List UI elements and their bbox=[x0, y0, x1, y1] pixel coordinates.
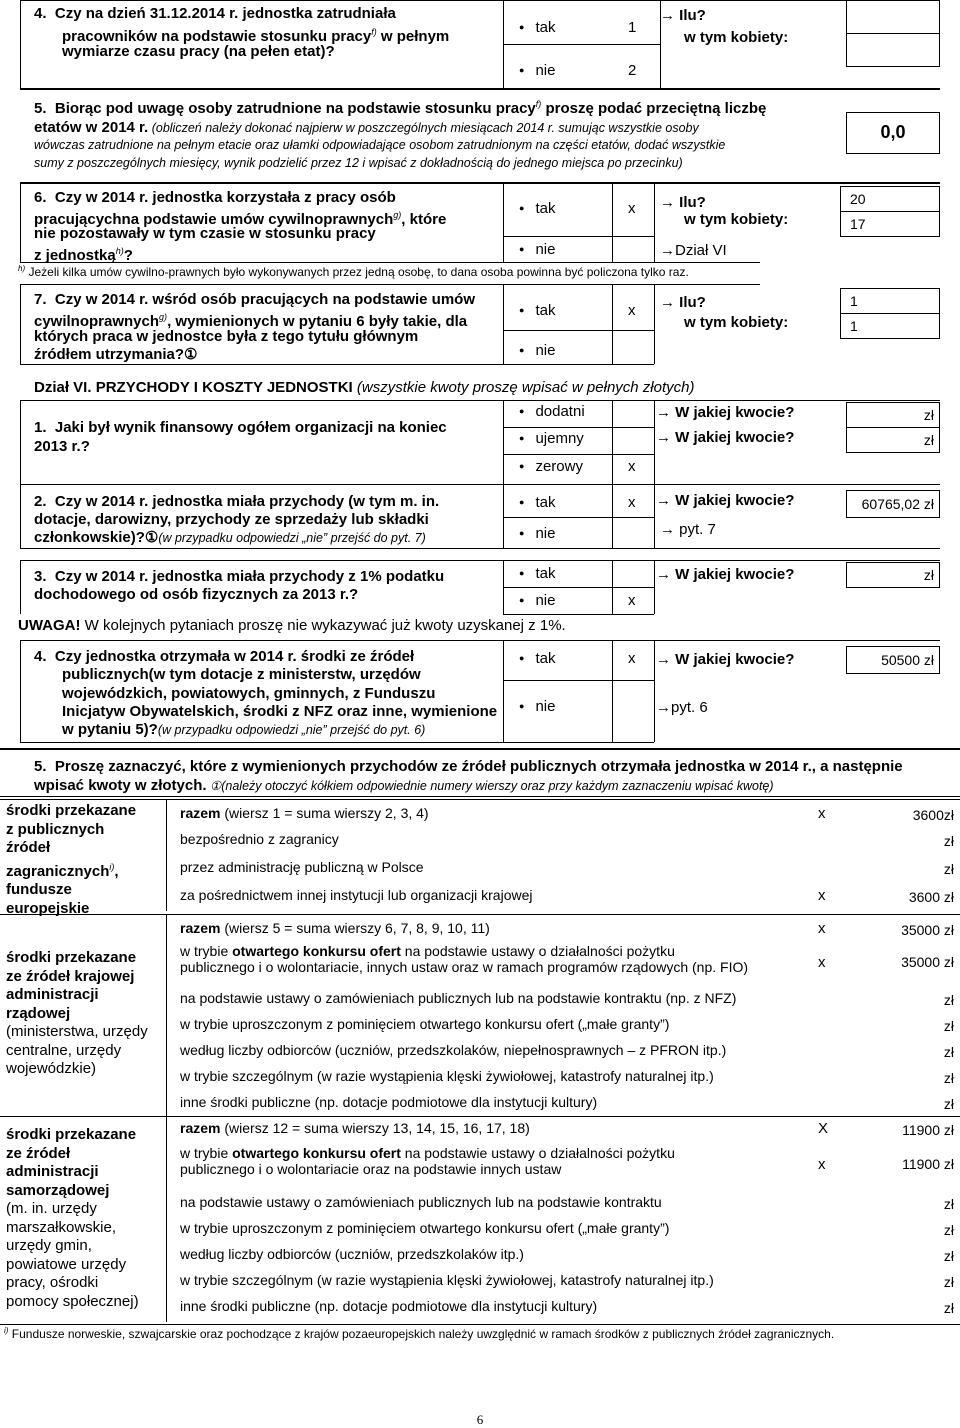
source-row-text: przez administrację publiczną w Polsce bbox=[180, 859, 424, 875]
q6-divider bbox=[654, 182, 655, 262]
q4-option-divider bbox=[503, 44, 660, 45]
s4-divider bbox=[612, 640, 613, 742]
s4-top-border bbox=[20, 640, 940, 641]
s3-left-border bbox=[20, 560, 21, 614]
q7-left-border bbox=[20, 284, 21, 364]
q6-option-divider bbox=[503, 236, 654, 237]
source-row-text-cont: publicznego i o wolontariacie, innych ustaw oraz w ramach programów rządowych (np. FIO) bbox=[180, 959, 749, 975]
s4-option-divider bbox=[503, 680, 654, 681]
s2-divider bbox=[503, 484, 504, 548]
group-label-border bbox=[166, 799, 167, 911]
source-row-text: w trybie szczególnym (w razie wystąpienia klęski żywiołowej, katastrofy naturalnej itp.) bbox=[180, 1272, 714, 1288]
q7-divider bbox=[503, 284, 504, 364]
q7-divider bbox=[612, 284, 613, 364]
page-number: 6 bbox=[476, 1412, 484, 1427]
source-row-label bbox=[180, 990, 736, 1006]
q7-yes-mark: x bbox=[628, 302, 636, 319]
q6-line4: z jednostką$^{h)}$? bbox=[34, 246, 133, 264]
source-row-label bbox=[180, 1220, 669, 1236]
s5-top-border bbox=[0, 748, 960, 750]
q7-line1: 7. Czy w 2014 r. wśród osób pracujących na podstawie umów bbox=[34, 291, 475, 308]
s1-line2: 2013 r.? bbox=[34, 438, 90, 455]
s1-divider bbox=[503, 400, 504, 484]
source-row-amount[interactable]: 35000 zł bbox=[901, 954, 954, 970]
source-row-amount[interactable]: 35000 zł bbox=[901, 922, 954, 938]
source-row-label bbox=[180, 1298, 597, 1314]
q7-line2: cywilnoprawnych$^{g)}$, wymienionych w pytaniu 6 były takie, dla bbox=[34, 312, 468, 330]
s1-option-zero[interactable]: ● zerowy bbox=[519, 458, 583, 475]
source-row-amount[interactable]: zł bbox=[943, 1300, 954, 1316]
s4-option-no[interactable]: ● nie bbox=[519, 698, 555, 715]
source-row[interactable] bbox=[170, 1190, 960, 1216]
s1-option-divider bbox=[503, 454, 654, 455]
source-row-label bbox=[180, 1120, 530, 1136]
s3-bottom-border bbox=[503, 614, 654, 615]
source-row-amount[interactable]: zł bbox=[943, 1196, 954, 1212]
source-row-label bbox=[180, 1016, 669, 1032]
s2-left-border bbox=[20, 484, 21, 548]
q7-option-divider bbox=[503, 330, 654, 331]
q6-footnote: $^{h)}$ Jeżeli kilka umów cywilno-prawnych było wykonywanych przez jedną osobę, to dana osoba powinna być policzona tylko raz. bbox=[18, 264, 689, 279]
source-row[interactable] bbox=[170, 855, 960, 883]
source-row-text: w trybie szczególnym (w razie wystąpienia klęski żywiołowej, katastrofy naturalnej itp.) bbox=[180, 1068, 714, 1084]
source-row-text: razem (wiersz 12 = suma wierszy 13, 14, 15, 16, 17, 18) bbox=[180, 1120, 530, 1136]
source-row-text: razem (wiersz 1 = suma wierszy 2, 3, 4) bbox=[180, 805, 429, 821]
s3-warning: UWAGA! W kolejnych pytaniach proszę nie wykazywać już kwoty uzyskanej z 1%. bbox=[18, 617, 566, 634]
source-row[interactable] bbox=[170, 942, 960, 986]
source-row-mark: X bbox=[818, 1120, 829, 1137]
q4-count-box[interactable] bbox=[846, 0, 940, 34]
source-row-amount[interactable]: zł bbox=[943, 1274, 954, 1290]
source-row[interactable] bbox=[170, 883, 960, 911]
source-row-amount[interactable]: 3600zł bbox=[912, 807, 954, 823]
q5-line1: 5. Biorąc pod uwagę osoby zatrudnione na podstawie stosunku pracy$^{f)}$ proszę podać przeciętną liczbę bbox=[34, 99, 767, 117]
q4-ask-count: → Ilu? bbox=[660, 7, 706, 24]
source-row-label bbox=[180, 859, 424, 875]
source-row[interactable] bbox=[170, 1064, 960, 1090]
source-row[interactable] bbox=[170, 801, 960, 825]
s5-header-bottom bbox=[0, 796, 960, 797]
source-row[interactable] bbox=[170, 1038, 960, 1064]
section-title: Dział VI. PRZYCHODY I KOSZTY JEDNOSTKI (wszystkie kwoty proszę wpisać w pełnych złotych) bbox=[34, 379, 695, 396]
q7-ask-women: w tym kobiety: bbox=[684, 314, 789, 331]
group-label-border bbox=[166, 1116, 167, 1322]
s1-ask-negative: → W jakiej kwocie? bbox=[656, 429, 795, 446]
source-row-text: w trybie otwartego konkursu ofert na podstawie ustawy o działalności pożytku bbox=[180, 1145, 675, 1161]
s1-currency-negative: zł bbox=[923, 432, 934, 448]
s5-line2: wpisać kwoty w złotych. ①(należy otoczyć kółkiem odpowiednie numery wierszy oraz przy każdym zaznaczeniu wpisać kwotę) bbox=[34, 777, 774, 794]
source-row-mark: x bbox=[818, 1156, 826, 1173]
source-row[interactable] bbox=[170, 1216, 960, 1242]
s3-line2: dochodowego od osób fizycznych za 2013 r.? bbox=[34, 586, 359, 603]
s4-line1: 4. Czy jednostka otrzymała w 2014 r. środki ze źródeł bbox=[34, 648, 415, 665]
source-row-text: inne środki publiczne (np. dotacje podmiotowe dla instytucji kultury) bbox=[180, 1298, 598, 1314]
s4-left-border bbox=[20, 640, 21, 742]
q6-divider bbox=[503, 182, 504, 262]
q5-value: 0,0 bbox=[880, 122, 906, 142]
s3-ask-amount: → W jakiej kwocie? bbox=[656, 566, 795, 583]
q7-option-yes[interactable]: ● tak bbox=[519, 302, 555, 319]
source-row-amount[interactable]: zł bbox=[943, 833, 954, 849]
s2-line1: 2. Czy w 2014 r. jednostka miała przychody (w tym m. in. bbox=[34, 493, 440, 510]
s2-option-no[interactable]: ● nie bbox=[519, 525, 555, 542]
s3-option-divider bbox=[503, 587, 654, 588]
q6-yes-mark: x bbox=[628, 200, 636, 217]
q7-line3: których praca w jednostce była z tego tytułu głównym bbox=[34, 328, 419, 345]
s1-top-border bbox=[20, 400, 940, 401]
source-row-label bbox=[180, 805, 429, 821]
source-row-amount[interactable]: zł bbox=[943, 992, 954, 1008]
source-row[interactable] bbox=[170, 1116, 960, 1144]
s4-line4: Inicjatyw Obywatelskich, środki z NFZ oraz inne, wymienione bbox=[62, 703, 498, 720]
s2-line2: dotacje, darowizny, przychody ze sprzedaży lub składki bbox=[34, 511, 429, 528]
source-row[interactable] bbox=[170, 1090, 960, 1116]
source-row-amount[interactable]: zł bbox=[943, 1222, 954, 1238]
s4-divider bbox=[654, 640, 655, 742]
q7-count: 1 bbox=[850, 293, 858, 309]
source-row-amount[interactable]: 11900 zł bbox=[902, 1122, 954, 1138]
q4-code-no: 2 bbox=[628, 62, 637, 79]
source-row[interactable] bbox=[170, 916, 960, 942]
group-divider bbox=[0, 914, 960, 915]
s2-option-divider bbox=[503, 517, 654, 518]
s1-left-border bbox=[20, 400, 21, 484]
source-row-label bbox=[180, 831, 339, 847]
s1-divider bbox=[612, 400, 613, 484]
q6-ask-count: → Ilu? bbox=[660, 194, 706, 211]
q6-line3: nie pozostawały w tym czasie w stosunku pracy bbox=[34, 225, 376, 242]
q4-line3: wymiarze czasu pracy (na pełen etat)? bbox=[62, 43, 335, 60]
s1-option-divider bbox=[503, 427, 654, 428]
source-row-mark: x bbox=[818, 954, 826, 971]
q7-line4: źródłem utrzymania?① bbox=[34, 346, 198, 363]
s3-divider bbox=[654, 560, 655, 614]
q7-divider bbox=[654, 284, 655, 364]
source-row[interactable] bbox=[170, 827, 960, 855]
source-row-label bbox=[180, 1246, 524, 1262]
s2-bottom-border bbox=[20, 548, 940, 549]
q6-ask-women: w tym kobiety: bbox=[684, 211, 789, 228]
source-row-amount[interactable]: zł bbox=[943, 1044, 954, 1060]
s2-divider bbox=[654, 484, 655, 548]
q7-top-border bbox=[20, 284, 760, 285]
s2-divider bbox=[612, 484, 613, 548]
q5-line3: wówczas zatrudnione na pełnym etacie oraz ułamki odpowiadające osobom zatrudnionym na części etatów, dodać wszystkie bbox=[34, 138, 726, 152]
q4-ask-women: w tym kobiety: bbox=[684, 29, 789, 46]
s4-line5: w pytaniu 5)?(w przypadku odpowiedzi „nie” przejść do pyt. 6) bbox=[62, 721, 426, 738]
s2-option-yes[interactable]: ● tak bbox=[519, 494, 555, 511]
source-row-label bbox=[180, 920, 490, 936]
source-row-text: za pośrednictwem innej instytucji lub organizacji krajowej bbox=[180, 887, 533, 903]
source-row-label bbox=[180, 1272, 714, 1288]
q6-line2: pracującychna podstawie umów cywilnoprawnych$^{g)}$, które bbox=[34, 210, 447, 228]
source-row[interactable] bbox=[170, 986, 960, 1012]
q7-bottom-border bbox=[20, 364, 654, 365]
q4-left-border bbox=[20, 0, 21, 88]
source-row-amount[interactable]: 11900 zł bbox=[902, 1156, 954, 1172]
s4-goto[interactable]: →pyt. 6 bbox=[656, 699, 708, 716]
source-row-amount[interactable]: zł bbox=[943, 1248, 954, 1264]
s5-line1: 5. Proszę zaznaczyć, które z wymienionych przychodów ze źródeł publicznych otrzymała jednostka w 2014 r., a następnie bbox=[34, 758, 903, 775]
source-row-text: na podstawie ustawy o zamówieniach publicznych lub na podstawie kontraktu (np. z NFZ) bbox=[180, 990, 737, 1006]
source-row-label bbox=[180, 1042, 726, 1058]
q4-women-box[interactable] bbox=[846, 33, 940, 67]
q4-option-yes[interactable]: ● tak bbox=[519, 19, 555, 36]
s3-option-no[interactable]: ● nie bbox=[519, 592, 555, 609]
s1-line1: 1. Jaki był wynik finansowy ogółem organizacji na koniec bbox=[34, 419, 447, 436]
q4-option-no[interactable]: ● nie bbox=[519, 62, 555, 79]
source-row[interactable] bbox=[170, 1294, 960, 1320]
source-row-amount[interactable]: 3600 zł bbox=[908, 889, 954, 905]
group-government-label: środki przekazane ze źródeł krajowej administracji rządowej (ministerstwa, urzędy centralne, urzędy wojewódzkie) bbox=[6, 949, 148, 1077]
source-row-mark: x bbox=[818, 805, 826, 822]
q6-top-border bbox=[20, 182, 940, 184]
source-row-label bbox=[180, 1094, 597, 1110]
q4-line2: pracowników na podstawie stosunku pracy$^{f)}$ w pełnym bbox=[62, 27, 450, 45]
q6-left-border bbox=[20, 182, 21, 262]
source-row-text: według liczby odbiorców (uczniów, przedszkolaków itp.) bbox=[180, 1246, 524, 1262]
s3-no-mark: x bbox=[628, 592, 636, 609]
source-row-label bbox=[180, 887, 533, 903]
s4-line3: wojewódzkich, powiatowych, gminnych, z Funduszu bbox=[62, 685, 436, 702]
s2-line3: członkowskie)?①(w przypadku odpowiedzi „nie” przejść do pyt. 7) bbox=[34, 529, 426, 546]
source-row-text: w trybie uproszczonym z pominięciem otwartego konkursu ofert („małe granty”) bbox=[180, 1220, 670, 1236]
q4-code-yes: 1 bbox=[628, 19, 637, 36]
s1-ask-positive: → W jakiej kwocie? bbox=[656, 404, 795, 421]
source-row-text: inne środki publiczne (np. dotacje podmiotowe dla instytucji kultury) bbox=[180, 1094, 598, 1110]
source-row-amount[interactable]: zł bbox=[943, 1018, 954, 1034]
s2-amount: 60765,02 zł bbox=[861, 496, 934, 512]
q6-option-no[interactable]: ● nie bbox=[519, 241, 555, 258]
q4-line1: 4. Czy na dzień 31.12.2014 r. jednostka zatrudniała bbox=[34, 5, 396, 22]
s1-divider bbox=[654, 400, 655, 484]
group-divider bbox=[0, 799, 960, 800]
source-row-text-cont: publicznego i o wolontariacie oraz na podstawie innych ustaw bbox=[180, 1161, 562, 1177]
source-row[interactable] bbox=[170, 1242, 960, 1268]
s2-goto[interactable]: → pyt. 7 bbox=[660, 521, 716, 538]
s4-yes-mark: x bbox=[628, 650, 636, 667]
s1-currency-positive: zł bbox=[923, 407, 934, 423]
source-row-text: razem (wiersz 5 = suma wierszy 6, 7, 8, 9, 10, 11) bbox=[180, 920, 490, 936]
s4-option-yes[interactable]: ● tak bbox=[519, 650, 555, 667]
source-row-amount[interactable]: zł bbox=[943, 861, 954, 877]
q5-line2: etatów w 2014 r. (obliczeń należy dokonać najpierw w poszczególnych miesiącach 2014 r. sumując wszystkie osoby bbox=[34, 119, 699, 136]
q7-women-count: 1 bbox=[850, 318, 858, 334]
s1-option-negative[interactable]: ● ujemny bbox=[519, 430, 584, 447]
q6-women-count: 17 bbox=[850, 216, 866, 232]
s4-ask-amount: → W jakiej kwocie? bbox=[656, 651, 795, 668]
s4-line2: publicznych(w tym dotacje z ministerstw, urzędów bbox=[62, 666, 421, 683]
source-row[interactable] bbox=[170, 1268, 960, 1294]
source-row[interactable] bbox=[170, 1144, 960, 1190]
s2-ask-amount: → W jakiej kwocie? bbox=[656, 492, 795, 509]
s4-bottom-border bbox=[20, 742, 654, 743]
source-row-amount[interactable]: zł bbox=[943, 1096, 954, 1112]
source-row-amount[interactable]: zł bbox=[943, 1070, 954, 1086]
footnote-i: $^{i)}$ Fundusze norweskie, szwajcarskie oraz pochodzące z krajów pozaeuropejskich należy uwzględnić w ramach środków z publicznych źródeł zagranicznych. bbox=[4, 1326, 835, 1341]
q6-option-yes[interactable]: ● tak bbox=[519, 200, 555, 217]
s3-top-border bbox=[20, 560, 940, 561]
source-row-label bbox=[180, 1145, 675, 1177]
s4-divider bbox=[503, 640, 504, 742]
q7-option-no[interactable]: ● nie bbox=[519, 342, 555, 359]
s2-yes-mark: x bbox=[628, 494, 636, 511]
s4-amount: 50500 zł bbox=[881, 652, 934, 668]
s1-bottom-border bbox=[20, 484, 940, 485]
source-row-text: na podstawie ustawy o zamówieniach publicznych lub na podstawie kontraktu bbox=[180, 1194, 662, 1210]
q6-count: 20 bbox=[850, 191, 866, 207]
source-row-label bbox=[180, 943, 748, 975]
source-row-text: według liczby odbiorców (uczniów, przedszkolaków, niepełnosprawnych – z PFRON itp.) bbox=[180, 1042, 727, 1058]
source-row-text: w trybie uproszczonym z pominięciem otwartego konkursu ofert („małe granty”) bbox=[180, 1016, 670, 1032]
source-row-text: w trybie otwartego konkursu ofert na podstawie ustawy o działalności pożytku bbox=[180, 943, 675, 959]
s3-line1: 3. Czy w 2014 r. jednostka miała przychody z 1% podatku bbox=[34, 568, 445, 585]
source-row-text: bezpośrednio z zagranicy bbox=[180, 831, 339, 847]
s1-zero-mark: x bbox=[628, 458, 636, 475]
q5-top-border bbox=[20, 88, 940, 90]
source-row-mark: x bbox=[818, 920, 826, 937]
q7-ask-count: → Ilu? bbox=[660, 294, 706, 311]
source-row[interactable] bbox=[170, 1012, 960, 1038]
s3-option-yes[interactable]: ● tak bbox=[519, 565, 555, 582]
source-row-label bbox=[180, 1068, 714, 1084]
source-row-mark: x bbox=[818, 887, 826, 904]
q6-goto-section[interactable]: →Dział VI bbox=[660, 242, 727, 259]
top-border bbox=[20, 0, 940, 1]
q6-divider bbox=[612, 182, 613, 262]
group-local-label: środki przekazane ze źródeł administracji samorządowej (m. in. urzędy marszałkowskie, urzędy gmin, powiatowe urzędy pracy, ośrodki pomocy społecznej) bbox=[6, 1126, 139, 1310]
q6-line1: 6. Czy w 2014 r. jednostka korzystała z pracy osób bbox=[34, 189, 396, 206]
group-label-border bbox=[166, 914, 167, 1116]
footnote-separator bbox=[0, 1324, 960, 1325]
s1-option-positive[interactable]: ● dodatni bbox=[519, 403, 585, 420]
group-foreign-label: środki przekazane z publicznych źródeł zagranicznych$^{i)}$, fundusze europejskie bbox=[6, 802, 137, 917]
source-row-label bbox=[180, 1194, 662, 1210]
s3-currency: zł bbox=[923, 567, 934, 583]
q5-line4: sumy z poszczególnych miesięcy, wynik podzielić przez 12 i wpisać z dokładnością do jednego miejsca po przecinku) bbox=[34, 156, 683, 170]
